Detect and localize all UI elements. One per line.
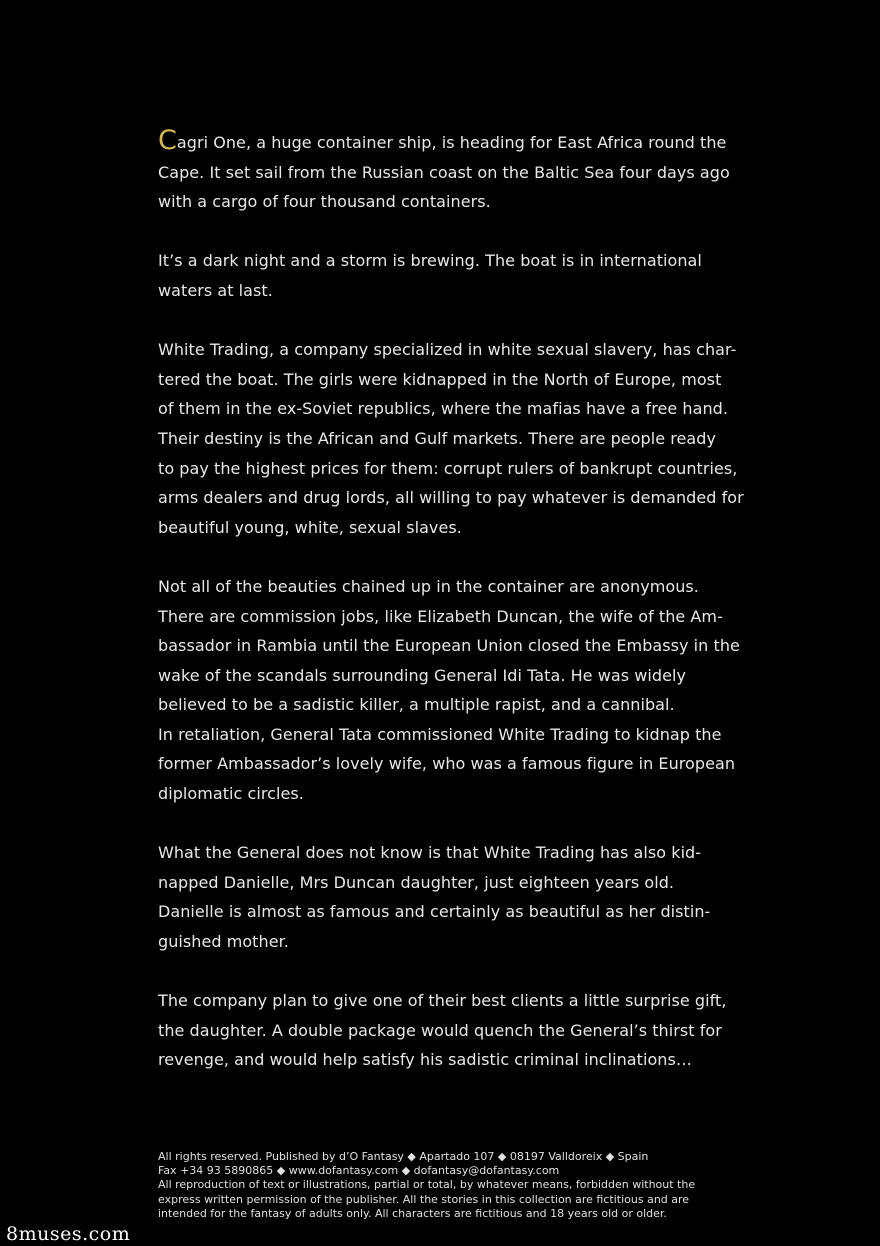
story-line: napped Danielle, Mrs Duncan daughter, just eighteen years old. <box>158 872 675 892</box>
story-line: the daughter. A double package would quench the General’s thirst for <box>158 1020 722 1040</box>
story-line: The company plan to give one of their best clients a little surprise gift, <box>158 991 727 1011</box>
story-line: It’s a dark night and a storm is brewing. The boat is in international <box>158 251 702 271</box>
legal-line: All reproduction of text or illustrations, partial or total, by whatever means, forbidden without the <box>158 1178 696 1192</box>
story-line: There are commission jobs, like Elizabeth Duncan, the wife of the Am- <box>158 606 723 626</box>
story-line: guished mother. <box>158 932 289 952</box>
story-line: arms dealers and drug lords, all willing to pay whatever is demanded for <box>158 488 744 508</box>
story-line: What the General does not know is that White Trading has also kid- <box>158 843 702 863</box>
paragraph-1 <box>158 125 768 217</box>
story-line: In retaliation, General Tata commissioned White Trading to kidnap the <box>158 724 722 744</box>
legal-line: intended for the fantasy of adults only. All characters are fictitious and 18 years old or older. <box>158 1206 667 1220</box>
story-line: waters at last. <box>158 280 273 300</box>
story-line: diplomatic circles. <box>158 784 304 804</box>
story-line: revenge, and would help satisfy his sadistic criminal inclinations… <box>158 1050 692 1070</box>
legal-line: All rights reserved. Published by d’O Fantasy ◆ Apartado 107 ◆ 08197 Valldoreix ◆ Spain <box>158 1150 649 1163</box>
drop-cap: C <box>158 125 177 156</box>
story-line: Cagri One, a huge container ship, is heading for East Africa round the <box>158 125 727 156</box>
paragraph-2 <box>158 246 768 305</box>
story-line: Not all of the beauties chained up in the container are anonymous. <box>158 576 699 596</box>
site-watermark: 8muses.com <box>6 1223 131 1245</box>
story-line: to pay the highest prices for them: corrupt rulers of bankrupt countries, <box>158 458 738 478</box>
story-line: believed to be a sadistic killer, a multiple rapist, and a cannibal. <box>158 695 675 715</box>
story-line: former Ambassador’s lovely wife, who was a famous figure in European <box>158 754 736 774</box>
paragraph-4 <box>158 572 768 809</box>
story-line: Danielle is almost as famous and certainly as beautiful as her distin- <box>158 902 711 922</box>
story-line: of them in the ex-Soviet republics, where the mafias have a free hand. <box>158 399 728 419</box>
story-text <box>158 125 768 1075</box>
legal-notice <box>158 1150 778 1221</box>
legal-line: Fax +34 93 5890865 ◆ www.dofantasy.com ◆ dofantasy@dofantasy.com <box>158 1164 560 1178</box>
legal-line: express written permission of the publisher. All the stories in this collection are fictitious and are <box>158 1192 690 1206</box>
paragraph-3 <box>158 335 768 542</box>
story-line: beautiful young, white, sexual slaves. <box>158 517 462 537</box>
paragraph-5 <box>158 838 768 956</box>
paragraph-6 <box>158 986 768 1075</box>
story-line: Cape. It set sail from the Russian coast on the Baltic Sea four days ago <box>158 162 730 182</box>
story-line: tered the boat. The girls were kidnapped in the North of Europe, most <box>158 369 722 389</box>
story-line: Their destiny is the African and Gulf markets. There are people ready <box>158 428 717 448</box>
story-line: White Trading, a company specialized in white sexual slavery, has char- <box>158 340 737 360</box>
story-line: bassador in Rambia until the European Union closed the Embassy in the <box>158 636 740 656</box>
story-line: with a cargo of four thousand containers. <box>158 192 491 212</box>
story-line: wake of the scandals surrounding General Idi Tata. He was widely <box>158 665 686 685</box>
